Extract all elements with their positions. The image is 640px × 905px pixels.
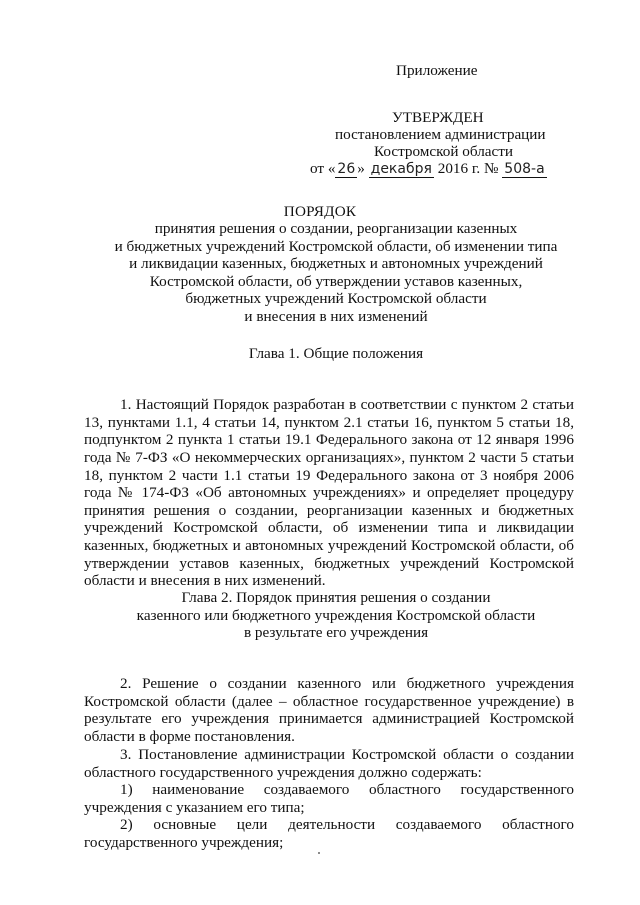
subtitle-line-2: и бюджетных учреждений Костромской области, об изменении типа (114, 237, 558, 255)
paragraph-1: 1. Настоящий Порядок разработан в соответствии с пунктом 2 статьи 13, пунктами 1.1, 4 статьи 14, пунктом 2.1 статьи 16, пунктом 5 статьи 18, подпунктом 2 пункта 1 статьи 19.1 Федерального закона от 12 января 1996 года № 7-ФЗ «О некоммерческих организациях», пунктом 2 части 5 статьи 18, пунктом 2 части 1.1 статьи 19 Федерального закона от 3 ноября 2006 года № 174-ФЗ «Об автономных учреждениях» и определяет процедуру принятия решения о создании, реорганизации казенных и бюджетных учреждений Костромской области, об изменении типа и ликвидации казенных, бюджетных и автономных учреждений Костромской области, об утверждении уставов казенных, бюджетных учреждений Костромской области и внесения в них изменений. (84, 396, 574, 590)
paragraph-3: 3. Постановление администрации Костромской области о создании областного государственного учреждения должно содержать: (84, 746, 574, 781)
chapter-2-title-line-2: казенного или бюджетного учреждения Костромской области (136, 606, 536, 624)
approval-date-line (310, 160, 610, 179)
approved-by-line-2: Костромской области (374, 143, 514, 160)
document-title: ПОРЯДОК (283, 203, 357, 220)
date-mid: » (357, 160, 365, 177)
document-number: 508-а (504, 161, 545, 177)
chapter-2-title-line-3: в результате его учреждения (243, 624, 429, 642)
date-month: декабря (370, 161, 432, 177)
date-day: 26 (337, 161, 356, 177)
subtitle-line-5: бюджетных учреждений Костромской области (185, 290, 487, 308)
approved-title: УТВЕРЖДЕН (392, 109, 484, 126)
subtitle-line-3: и ликвидации казенных, бюджетных и автономных учреждений (129, 255, 543, 273)
date-prefix: от « (310, 160, 336, 177)
subtitle-line-4: Костромской области, об утверждении уставов казенных, (149, 272, 523, 290)
approved-by-line-1: постановлением администрации (335, 126, 546, 143)
chapter-1-title: Глава 1. Общие положения (248, 345, 424, 362)
date-year: 2016 г. № (437, 160, 499, 177)
chapter-2-title-line-1: Глава 2. Порядок принятия решения о создании (181, 589, 491, 606)
document-subtitle (92, 220, 580, 326)
list-item-2: 2) основные цели деятельности создаваемого областного государственного учреждения; (84, 816, 574, 851)
list-item-1: 1) наименование создаваемого областного государственного учреждения с указанием его типа; (84, 781, 574, 816)
annex-label: Приложение (396, 62, 478, 79)
scan-dot (318, 852, 320, 854)
subtitle-line-6: и внесения в них изменений (244, 307, 428, 325)
chapter-2-title (92, 589, 580, 642)
paragraph-2: 2. Решение о создании казенного или бюджетного учреждения Костромской области (далее – областное государственное учреждение) в результате его учреждения принимается администрацией Костромской области в форме постановления. (84, 675, 574, 745)
subtitle-line-1: принятия решения о создании, реорганизации казенных (154, 220, 518, 237)
